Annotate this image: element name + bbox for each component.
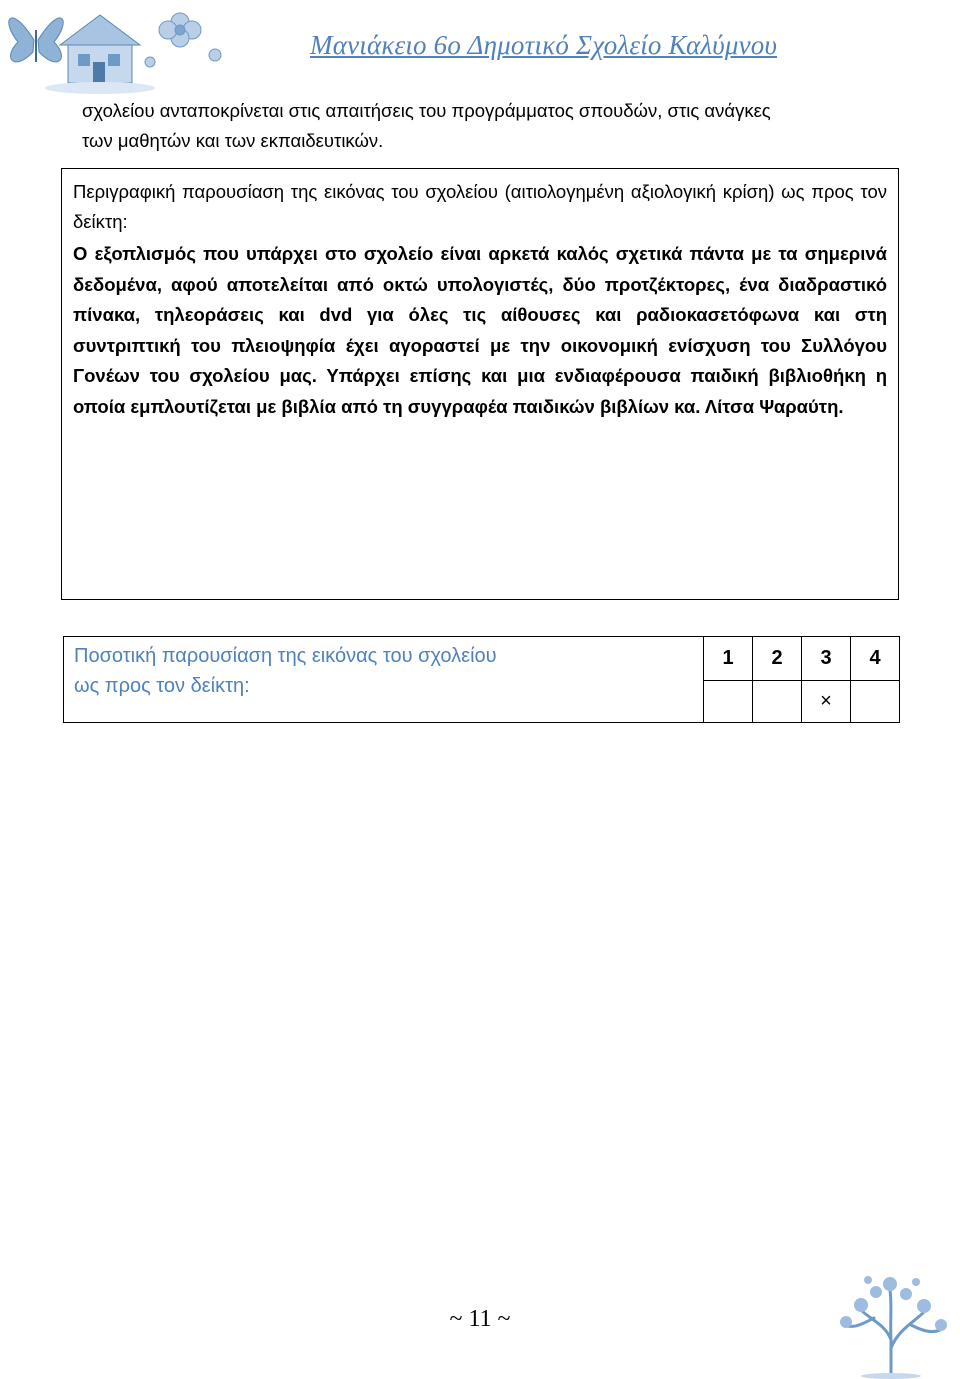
page-number: ~ 11 ~ [449, 1306, 511, 1332]
score-label: 1 [704, 637, 753, 681]
score-mark-cell[interactable] [753, 681, 802, 723]
description-box [61, 168, 899, 600]
intro-line: των μαθητών και των εκπαιδευτικών. [82, 130, 384, 151]
quantitative-label-line: Ποσοτική παρουσίαση της εικόνας του σχολείου [74, 645, 497, 667]
score-label: 3 [802, 637, 851, 681]
quantitative-label [64, 637, 704, 723]
score-mark-cell[interactable] [704, 681, 753, 723]
flower-icon [145, 13, 221, 67]
quantitative-label-line: ως προς τον δείκτη: [74, 675, 250, 697]
description-body: Ο εξοπλισμός που υπάρχει στο σχολείο είναι αρκετά καλός σχετικά πάντα με τα σημερινά δεδομένα, αφού αποτελείται από οκτώ υπολογιστές, δύο προτζέκτορες, ένα διαδραστικό πίνακα, τηλεοράσεις και dvd για όλες τις αίθουσες και ραδιοκασετόφωνα και στη συντριπτική του πλειοψηφία έχει αγοραστεί με την οικονομική ενίσχυση του Συλλόγου Γονέων του σχολείου μας. Υπάρχει επίσης και μια ενδιαφέρουσα παιδική βιβλιοθήκη η οποία εμπλουτίζεται με βιβλία από τη συγγραφέα παιδικών βιβλίων κα. Λίτσα Ψαραύτη. [73, 243, 887, 417]
score-label: 2 [753, 637, 802, 681]
school-title: Μανιάκειο 6ο Δημοτικό Σχολείο Καλύμνου [310, 30, 778, 60]
score-mark-cell[interactable]: × [802, 681, 851, 723]
description-heading: Περιγραφική παρουσίαση της εικόνας του σχολείου (αιτιολογημένη αξιολογική κρίση) ως προς τον δείκτη: [73, 181, 887, 232]
score-header-row [64, 637, 900, 681]
intro-line: σχολείου ανταποκρίνεται στις απαιτήσεις του προγράμματος σπουδών, στις ανάγκες [82, 100, 771, 121]
header-logo [0, 0, 260, 100]
score-label: 4 [851, 637, 900, 681]
intro-paragraph [82, 96, 882, 156]
butterfly-icon [9, 18, 63, 62]
score-mark-cell[interactable] [851, 681, 900, 723]
tree-icon [826, 1270, 956, 1379]
quantitative-table [63, 636, 900, 723]
